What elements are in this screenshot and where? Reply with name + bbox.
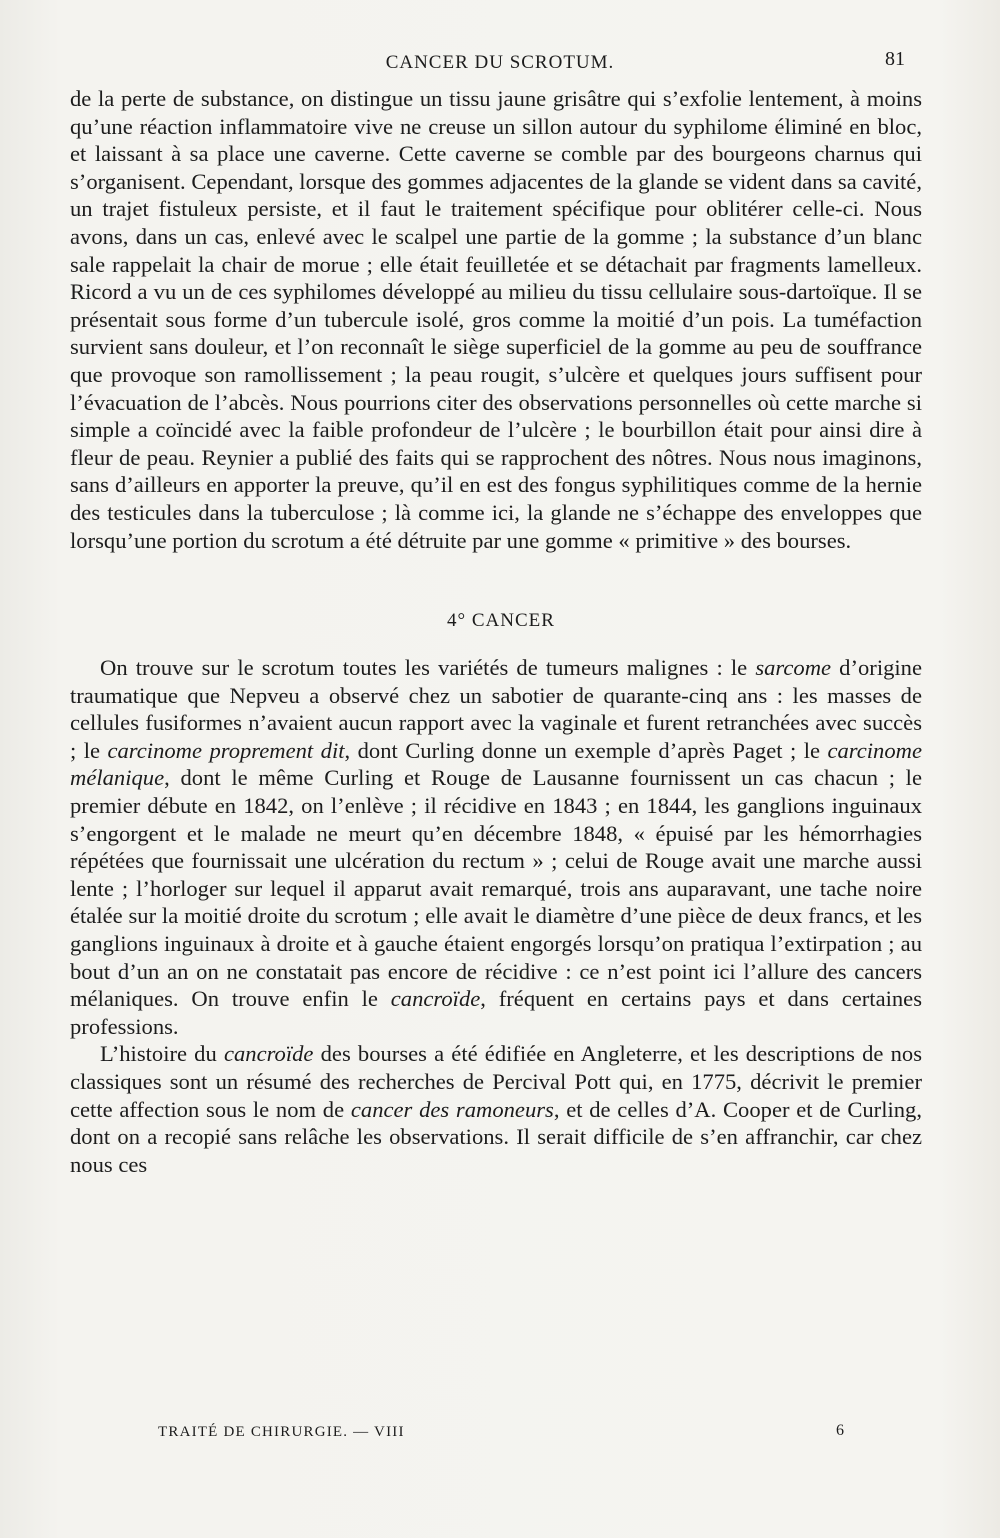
text-run: , dont le même Curling et Rouge de Lausanne fournissent un cas chacun ; le premier débute en 1842, on l’enlève ; il récidive en 1843 ; en 1844, les ganglions inguinaux s’engorgent et le malade ne meurt qu’en décembre 1848, « épuisé par les hémorrhagies répétées que fournissait une ulcération du rectum » ; celui de Rouge avait une marche aussi lente ; l’horloger sur lequel il apparut avait remarqué, trois ans auparavant, une tache noire étalée sur la moitié droite du scrotum ; elle avait le diamètre d’une pièce de deux francs, et les ganglions inguinaux à droite et à gauche étaient engorgés lorsqu’on pratiqua l’extirpation ; au bout d’un an on ne constatait pas encore de récidive : ce n’est point ici l’allure des cancers mélaniques. On trouve enfin le bbox=[70, 765, 922, 1012]
italic-term: cancroïde bbox=[390, 986, 481, 1012]
text-run: des bourses a été édifiée en Angleterre, et les descriptions de nos classiques sont un résumé des recherches de Percival Pott qui, en 1775, décrivit le premier cette affection sous le nom de bbox=[70, 1041, 923, 1122]
page-number: 81 bbox=[885, 48, 905, 70]
text-run: d’origine traumatique que Nepveu a observé chez un sabotier de quarante-cinq ans : les masses de cellules fusiformes n’avaient aucun rapport avec la vaginale et furent retranchées avec succès ; le bbox=[70, 655, 922, 763]
text-run: de la perte de substance, on distingue un tissu jaune grisâtre qui s’exfolie lentement, à moins qu’une réaction inflammatoire vive ne creuse un sillon autour du syphilome éliminé en bloc, et laissant à sa place une caverne. Cette caverne se comble par des bourgeons charnus qui s’organisent. Cependant, lorsque des gommes adjacentes de la glande se vident dans sa cavité, un trajet fistuleux persiste, et il faut le traitement spécifique pour oblitérer celle-ci. Nous avons, dans un cas, enlevé avec le scalpel une partie de la gomme ; la substance d’un blanc sale rappelait la chair de morue ; elle était feuilletée et se détachait par fragments lamelleux. Ricord a vu un de ces syphilomes développé au milieu du tissu cellulaire sous-dartoïque. Il se présentait sous forme d’un tubercule isolé, gros comme la moitié d’un pois. La tuméfaction survient sans douleur, et l’on reconnaît le siège superficiel de la gomme au peu de souffrance que provoque son ramollissement ; la peau rougit, s’ulcère et quelques jours suffisent pour l’évacuation de l’abcès. Nous pourrions citer des observations personnelles où cette marche si simple a coïncidé avec la faible profondeur de l’ulcère ; le bourbillon était pour ainsi dire à fleur de peau. Reynier a publié des faits qui se rapprochent des nôtres. Nous nous imaginons, sans d’ailleurs en apporter la preuve, qu’il en est des fongus syphilitiques comme de la hernie des testicules dans la tuberculose ; là comme ici, la glande ne s’échappe des enveloppes que lorsqu’une portion du scrotum a été détruite par une gomme « primitive » des bourses. bbox=[70, 86, 922, 553]
text-run: On trouve sur le scrotum toutes les variétés de tumeurs malignes : le bbox=[100, 655, 756, 681]
text-run: , fréquent en certains pays et dans certaines professions. bbox=[70, 986, 923, 1039]
italic-term: cancer des ramoneurs bbox=[350, 1096, 554, 1122]
italic-term: carcinome proprement dit bbox=[107, 737, 345, 763]
italic-term: carcinome mélanique bbox=[70, 737, 922, 791]
paragraph-tumeurs-malignes bbox=[70, 654, 922, 1040]
italic-term: cancroïde bbox=[223, 1041, 314, 1067]
paragraph-syphilome bbox=[70, 85, 922, 554]
page-header bbox=[0, 48, 1000, 78]
page-footer bbox=[0, 1422, 1000, 1452]
text-run: L’histoire du bbox=[100, 1041, 224, 1067]
section-heading-cancer: 4° CANCER bbox=[447, 610, 555, 632]
body-text bbox=[70, 85, 922, 1178]
text-run: , et de celles d’A. Cooper et de Curling, dont on a recopié sans relâche les observations. Il serait difficile de s’en affranchir, car chez nous ces bbox=[70, 1096, 923, 1177]
running-title: CANCER DU SCROTUM. bbox=[385, 52, 615, 73]
paragraph-histoire-cancroide bbox=[70, 1040, 922, 1178]
footer-book-title: TRAITÉ DE CHIRURGIE. — VIII bbox=[158, 1424, 405, 1440]
text-run: , dont Curling donne un exemple d’après Paget ; le bbox=[344, 737, 828, 763]
footer-signature-mark: 6 bbox=[836, 1422, 844, 1439]
italic-term: sarcome bbox=[755, 655, 832, 681]
